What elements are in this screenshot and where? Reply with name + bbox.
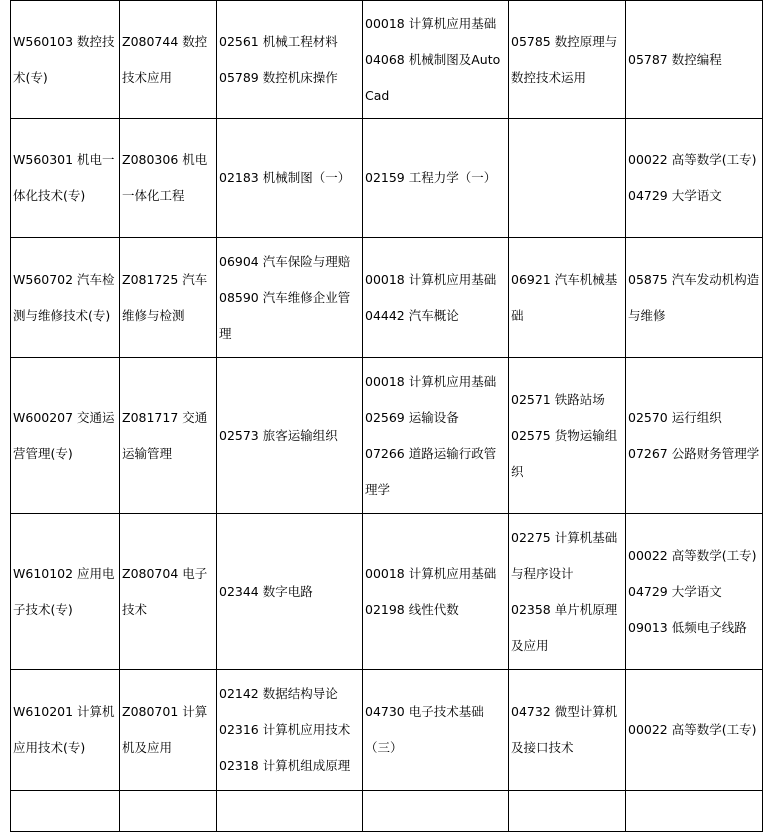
course-item: 00018 计算机应用基础 — [365, 15, 497, 31]
course-cell — [217, 358, 363, 514]
table-row — [11, 119, 763, 238]
course-item: 02198 线性代数 — [365, 601, 459, 617]
course-cell — [217, 670, 363, 791]
course-cell — [509, 670, 626, 791]
course-cell — [363, 358, 509, 514]
course-item: 02316 计算机应用技术 — [219, 722, 351, 737]
target-major-cell: Z081725 汽车维修与检测 — [120, 238, 217, 358]
course-cell — [626, 358, 763, 514]
course-item: 04732 微型计算机及接口技术 — [511, 704, 618, 755]
course-item: 02569 运输设备 — [365, 409, 459, 425]
major-cell: W560103 数控技术(专) — [11, 1, 120, 119]
course-cell — [363, 670, 509, 791]
course-cell — [509, 1, 626, 119]
course-item: 05785 数控原理与数控技术运用 — [511, 33, 618, 85]
empty-cell — [363, 791, 509, 832]
course-item: 00022 高等数学(工专) — [628, 547, 757, 563]
target-major-cell: Z080701 计算机及应用 — [120, 670, 217, 791]
major-cell: W610201 计算机应用技术(专) — [11, 670, 120, 791]
table-row — [11, 358, 763, 514]
course-item: 08590 汽车维修企业管理 — [219, 289, 351, 341]
course-item: 04729 大学语文 — [628, 583, 722, 599]
course-item: 04729 大学语文 — [628, 188, 722, 203]
course-cell — [626, 670, 763, 791]
course-cell — [509, 514, 626, 670]
course-item: 06921 汽车机械基础 — [511, 271, 618, 323]
course-cell — [626, 238, 763, 358]
course-item: 02575 货物运输组织 — [511, 427, 618, 479]
table-row — [11, 238, 763, 358]
empty-cell — [217, 791, 363, 832]
course-cell — [363, 238, 509, 358]
course-item: 00018 计算机应用基础 — [365, 565, 497, 581]
target-major-cell: Z080744 数控技术应用 — [120, 1, 217, 119]
course-cell — [217, 238, 363, 358]
course-item: 02571 铁路站场 — [511, 391, 605, 407]
course-item: 07266 道路运输行政管理学 — [365, 445, 497, 497]
major-cell: W600207 交通运营管理(专) — [11, 358, 120, 514]
course-cell — [509, 119, 626, 238]
course-item: 02318 计算机组成原理 — [219, 758, 351, 773]
course-item: 00022 高等数学(工专) — [628, 152, 757, 167]
course-item: 05787 数控编程 — [628, 51, 722, 67]
course-item: 02561 机械工程材料 — [219, 33, 338, 49]
course-item: 02573 旅客运输组织 — [219, 427, 338, 443]
course-item: 04442 汽车概论 — [365, 307, 459, 323]
major-cell: W610102 应用电子技术(专) — [11, 514, 120, 670]
major-cell: W560301 机电一体化技术(专) — [11, 119, 120, 238]
course-table — [10, 0, 763, 832]
course-cell — [363, 119, 509, 238]
table-row — [11, 1, 763, 119]
course-item: 05789 数控机床操作 — [219, 69, 338, 85]
course-item: 02142 数据结构导论 — [219, 686, 338, 701]
course-item: 02358 单片机原理及应用 — [511, 601, 618, 653]
target-major-cell: Z081717 交通运输管理 — [120, 358, 217, 514]
course-cell — [363, 514, 509, 670]
course-item: 00022 高等数学(工专) — [628, 722, 757, 737]
course-cell — [217, 1, 363, 119]
course-item: 05875 汽车发动机构造与维修 — [628, 271, 760, 323]
course-item: 04068 机械制图及AutoCad — [365, 51, 501, 103]
table-row — [11, 791, 763, 832]
empty-cell — [120, 791, 217, 832]
course-item: 09013 低频电子线路 — [628, 619, 747, 635]
target-major-cell: Z080306 机电一体化工程 — [120, 119, 217, 238]
course-item: 00018 计算机应用基础 — [365, 271, 497, 287]
table-row — [11, 514, 763, 670]
course-cell — [217, 119, 363, 238]
course-cell — [509, 238, 626, 358]
empty-cell — [11, 791, 120, 832]
course-item: 04730 电子技术基础（三） — [365, 704, 484, 755]
course-cell — [626, 1, 763, 119]
major-cell: W560702 汽车检测与维修技术(专) — [11, 238, 120, 358]
course-cell — [363, 1, 509, 119]
course-item: 02344 数字电路 — [219, 583, 313, 599]
course-cell — [509, 358, 626, 514]
course-item: 07267 公路财务管理学 — [628, 445, 760, 461]
course-item: 02275 计算机基础与程序设计 — [511, 529, 618, 581]
course-item: 00018 计算机应用基础 — [365, 373, 497, 389]
empty-cell — [626, 791, 763, 832]
course-item: 02183 机械制图（一） — [219, 170, 351, 185]
course-cell — [626, 119, 763, 238]
course-cell — [217, 514, 363, 670]
table-row — [11, 670, 763, 791]
course-cell — [626, 514, 763, 670]
course-item: 02159 工程力学（一） — [365, 170, 497, 185]
empty-cell — [509, 791, 626, 832]
target-major-cell: Z080704 电子技术 — [120, 514, 217, 670]
course-item: 02570 运行组织 — [628, 409, 722, 425]
course-item: 06904 汽车保险与理赔 — [219, 253, 351, 269]
